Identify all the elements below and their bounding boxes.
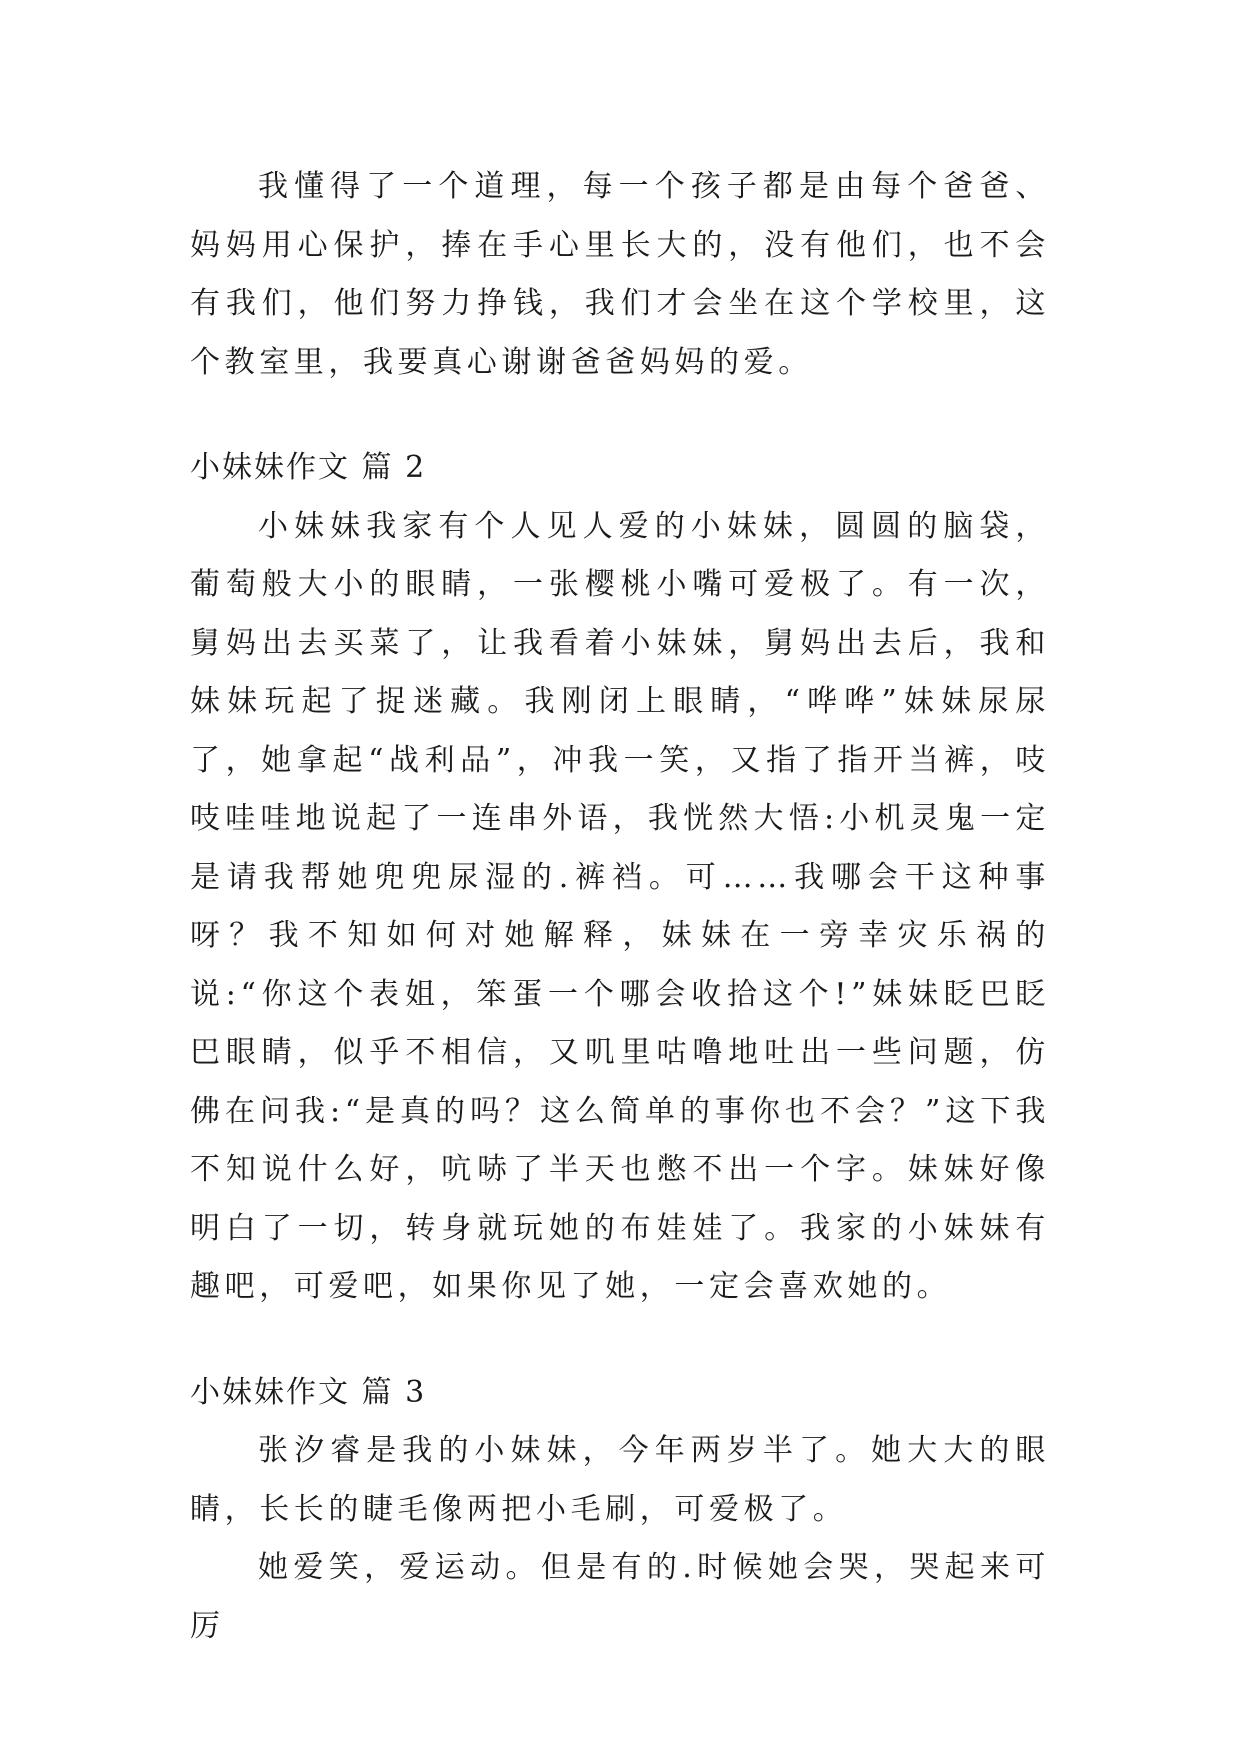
paragraph-1-1: 我懂得了一个道理，每一个孩子都是由每个爸爸、妈妈用心保护，捧在手心里长大的，没有他们，也不会有我们，他们努力挣钱，我们才会坐在这个学校里，这个教室里，我要真心谢谢爸爸妈妈的爱。	[190, 169, 1050, 380]
paragraph-2-1: 小妹妹我家有个人见人爱的小妹妹，圆圆的脑袋，葡萄般大小的眼睛，一张樱桃小嘴可爱极了。有一次，舅妈出去买菜了，让我看着小妹妹，舅妈出去后，我和妹妹玩起了捉迷藏。我刚闭上眼睛，“哗哗”妹妹尿尿了，她拿起“战利品”，冲我一笑，又指了指开当裤，吱吱哇哇地说起了一连串外语，我恍然大悟:小机灵鬼一定是请我帮她兜兜尿湿的.裤裆。可……我哪会干这种事呀？我不知如何对她解释，妹妹在一旁幸灾乐祸的说:“你这个表姐，笨蛋一个哪会收拾这个!”妹妹眨巴眨巴眼睛，似乎不相信，又叽里咕噜地吐出一些问题，仿佛在问我:“是真的吗？这么简单的事你也不会？”这下我不知说什么好，吭哧了半天也憋不出一个字。妹妹好像明白了一切，转身就玩她的布娃娃了。我家的小妹妹有趣吧，可爱吧，如果你见了她，一定会喜欢她的。	[190, 508, 1050, 1304]
section-heading-3: 小妹妹作文 篇 3	[190, 1374, 427, 1410]
document-body	[190, 158, 1050, 1656]
section-heading-2: 小妹妹作文 篇 2	[190, 450, 427, 485]
paragraph-3-2: 她爱笑，爱运动。但是有的.时候她会哭，哭起来可厉	[190, 1550, 1050, 1644]
paragraph-3-1: 张汐睿是我的小妹妹，今年两岁半了。她大大的眼睛，长长的睫毛像两把小毛刷，可爱极了。	[190, 1433, 1050, 1527]
